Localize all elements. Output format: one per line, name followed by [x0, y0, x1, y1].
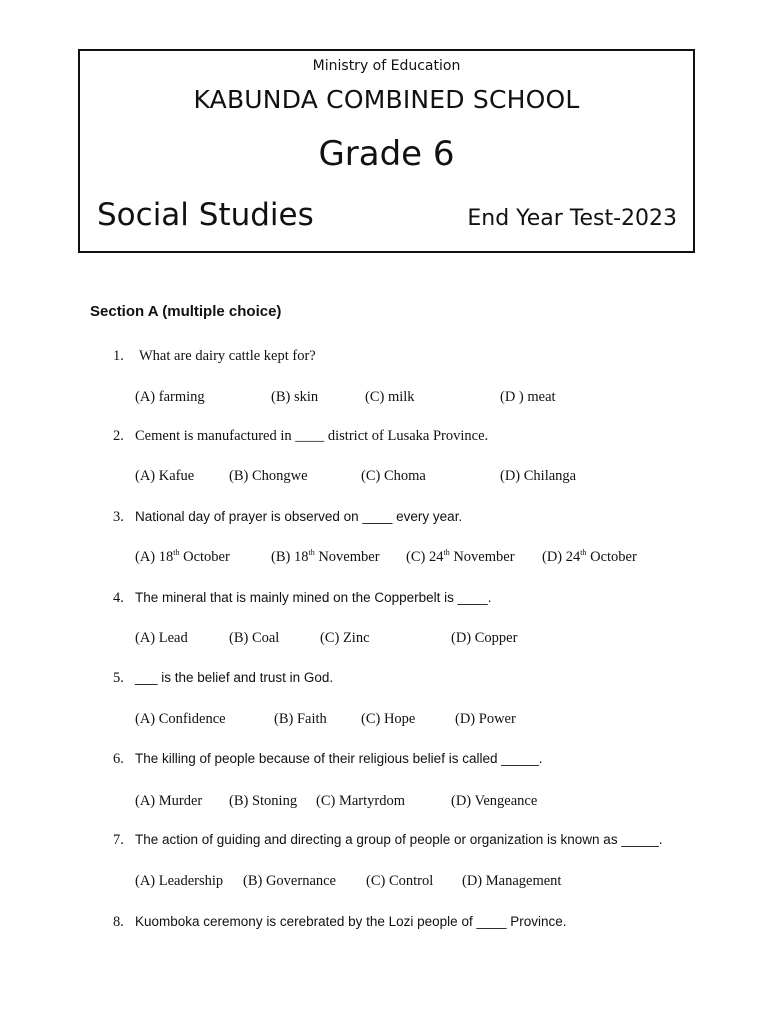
option-a: (A) farming — [135, 389, 205, 405]
question-text: Kuomboka ceremony is cerebrated by the Lozi people of ____ Province. — [135, 914, 567, 929]
option-a: (A) Kafue — [135, 468, 195, 484]
question-text: The killing of people because of their religious belief is called _____. — [135, 751, 543, 766]
option-d: (D) Management — [462, 873, 562, 889]
option-c: (C) Choma — [361, 468, 426, 484]
question-number: 3. — [113, 509, 124, 525]
option-b: (B) 18th November — [271, 548, 380, 565]
question-text: Cement is manufactured in ____ district of Lusaka Province. — [135, 428, 489, 444]
school-name: KABUNDA COMBINED SCHOOL — [193, 85, 580, 114]
exam-header-box — [78, 49, 695, 253]
question-number: 5. — [113, 670, 124, 686]
question-number: 7. — [113, 832, 124, 848]
option-b: (B) skin — [271, 389, 319, 405]
test-name: End Year Test-2023 — [467, 206, 677, 231]
option-b: (B) Governance — [243, 873, 336, 889]
option-c: (C) milk — [365, 389, 415, 405]
option-c: (C) Zinc — [320, 630, 370, 646]
option-d: (D) Power — [455, 711, 516, 727]
option-a: (A) Confidence — [135, 711, 226, 727]
subject-label: Social Studies — [97, 197, 314, 233]
question-text: ___ is the belief and trust in God. — [135, 670, 334, 685]
question-number: 2. — [113, 428, 124, 444]
grade-label: Grade 6 — [318, 134, 455, 174]
option-c: (C) Control — [366, 873, 434, 889]
question-text: The mineral that is mainly mined on the Copperbelt is ____. — [135, 590, 492, 605]
option-a: (A) Lead — [135, 630, 188, 646]
option-d: (D) Chilanga — [500, 468, 577, 484]
option-d: (D) 24th October — [542, 548, 637, 565]
question-text: National day of prayer is observed on ____ every year. — [135, 509, 463, 524]
question-text: The action of guiding and directing a group of people or organization is known as _____. — [135, 832, 663, 847]
option-b: (B) Chongwe — [229, 468, 308, 484]
option-d: (D) Vengeance — [451, 793, 538, 809]
question-number: 8. — [113, 914, 124, 930]
option-a: (A) 18th October — [135, 548, 230, 565]
option-b: (B) Stoning — [229, 793, 298, 809]
option-b: (B) Coal — [229, 630, 280, 646]
question-number: 6. — [113, 751, 124, 767]
ministry-name: Ministry of Education — [312, 58, 461, 74]
option-d: (D ) meat — [500, 389, 556, 405]
question-number: 4. — [113, 590, 124, 606]
option-c: (C) Martyrdom — [316, 793, 405, 809]
option-c: (C) Hope — [361, 711, 416, 727]
option-d: (D) Copper — [451, 630, 518, 646]
option-a: (A) Murder — [135, 793, 203, 809]
question-text: What are dairy cattle kept for? — [139, 348, 316, 364]
option-a: (A) Leadership — [135, 873, 224, 889]
option-c: (C) 24th November — [406, 548, 515, 565]
option-b: (B) Faith — [274, 711, 327, 727]
question-number: 1. — [113, 348, 124, 364]
section-title: Section A (multiple choice) — [90, 303, 282, 320]
